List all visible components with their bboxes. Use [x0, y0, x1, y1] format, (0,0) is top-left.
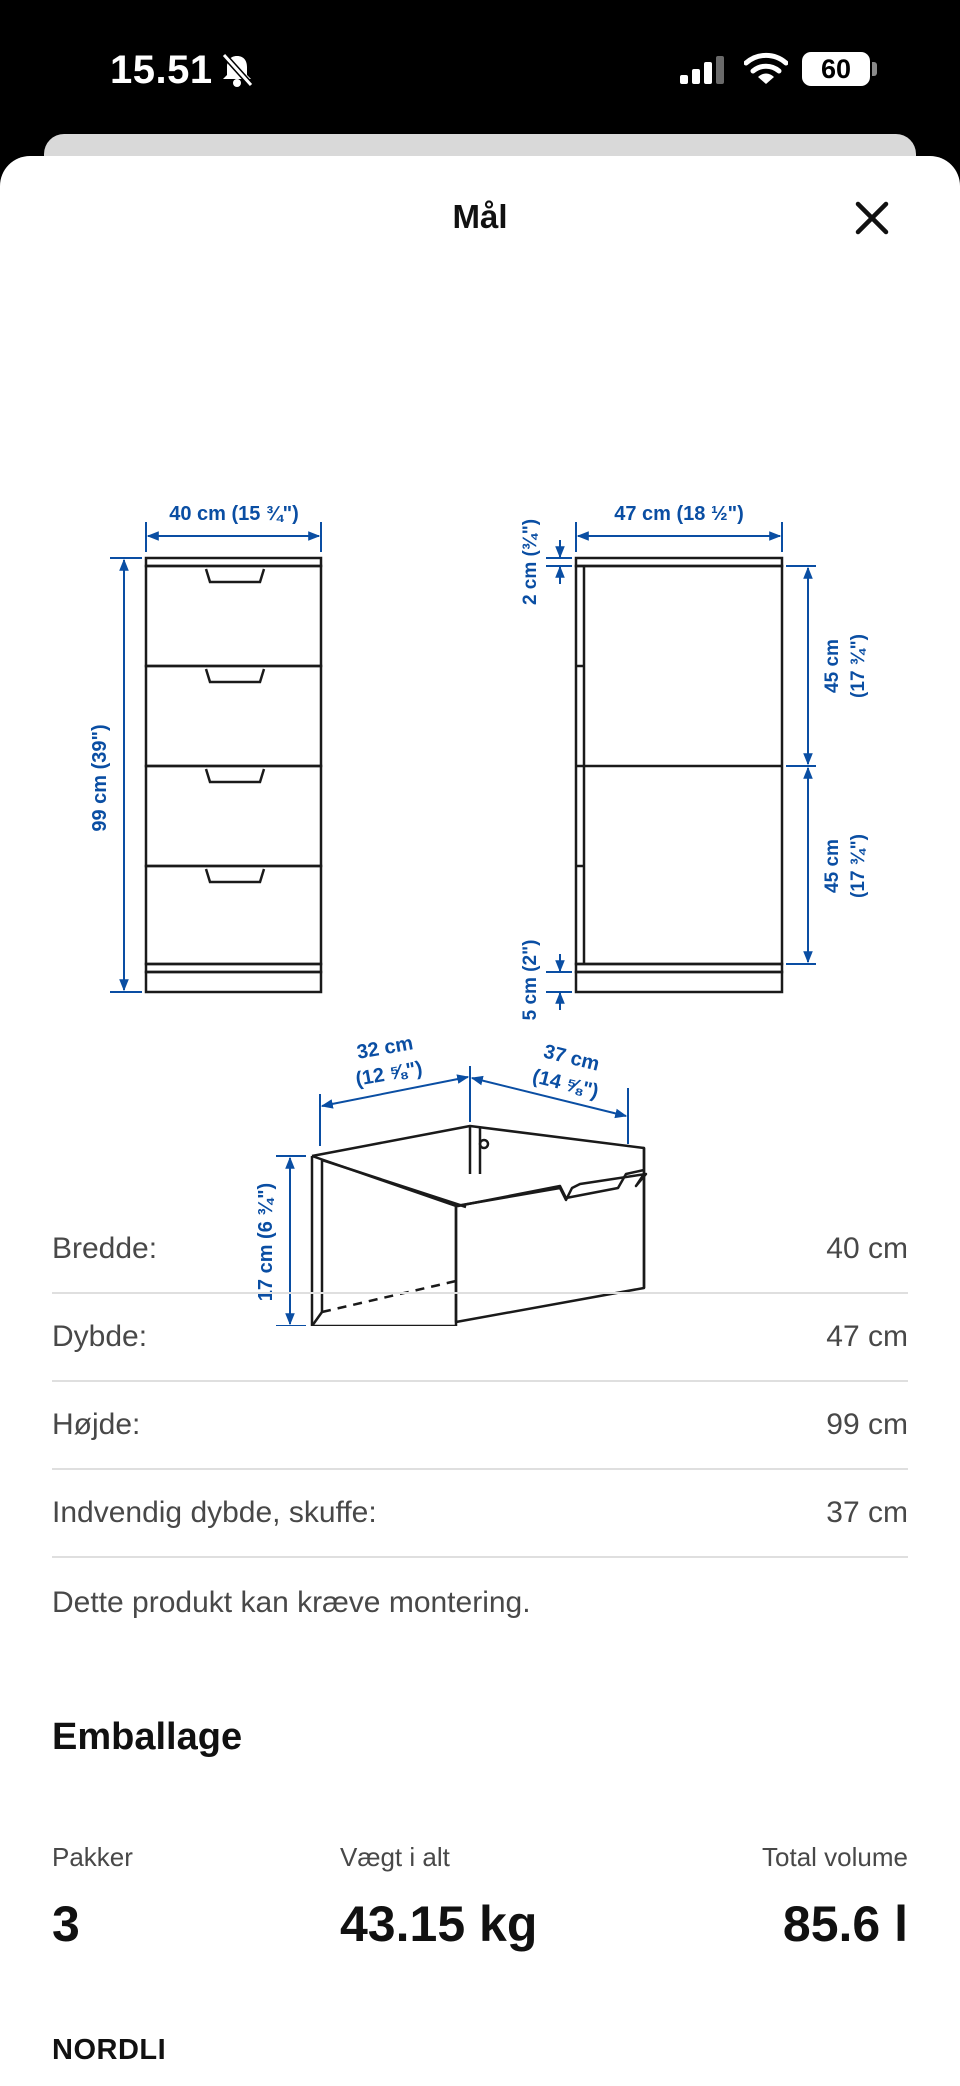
- dimension-row: [52, 1470, 908, 1558]
- side-lower-label-b: (17 ¾"): [848, 834, 869, 898]
- weight-value: 43.15 kg: [340, 1896, 538, 1952]
- front-width-dimension: [146, 522, 321, 552]
- volume-label: Total volume: [762, 1842, 908, 1872]
- side-bottom-label: 5 cm (2"): [520, 939, 541, 1021]
- battery-level: 60: [820, 54, 852, 84]
- dimensions-table: [52, 1206, 908, 1558]
- weight-stat: [340, 1842, 537, 1953]
- dimension-label: Bredde:: [52, 1232, 158, 1265]
- front-height-dimension: [110, 558, 142, 992]
- packages-label: Pakker: [52, 1842, 133, 1872]
- close-icon[interactable]: [848, 194, 896, 242]
- product-name: NORDLI: [52, 2034, 167, 2066]
- dimension-value: 47 cm: [826, 1320, 908, 1353]
- drawer-width-label-b: (12 ⅝"): [353, 1057, 425, 1091]
- weight-label: Vægt i alt: [340, 1842, 450, 1872]
- side-top-dimension: [546, 540, 572, 584]
- drawer-width-label-a: 32 cm: [355, 1032, 415, 1064]
- dimension-value: 37 cm: [826, 1496, 908, 1529]
- status-time: 15.51: [110, 48, 213, 92]
- wifi-icon: [744, 52, 788, 86]
- dimension-label: Dybde:: [52, 1320, 148, 1353]
- front-height-label: 99 cm (39"): [89, 724, 111, 832]
- packages-value: 3: [52, 1896, 80, 1952]
- assembly-note: Dette produkt kan kræve montering.: [52, 1586, 531, 1619]
- status-bar: [0, 0, 960, 140]
- side-top-label: 2 cm (¾"): [520, 518, 541, 606]
- side-bottom-dimension: [546, 954, 572, 1010]
- side-view: [576, 558, 782, 992]
- drawer-depth-label-a: 37 cm: [541, 1040, 602, 1076]
- battery-nub: [872, 62, 877, 76]
- side-section-dimensions: [786, 566, 816, 964]
- volume-value: 85.6 l: [782, 1896, 908, 1952]
- sheet-title: Mål: [452, 198, 508, 235]
- bell-slash-icon: [220, 52, 254, 88]
- battery-icon: [802, 52, 870, 86]
- dimension-drawing: [0, 326, 960, 1326]
- packages-stat: [52, 1842, 133, 1953]
- side-upper-label-a: 45 cm: [822, 639, 843, 693]
- dimension-label: Højde:: [52, 1408, 141, 1441]
- dimension-row: [52, 1382, 908, 1470]
- dimension-row: [52, 1294, 908, 1382]
- volume-stat: [762, 1842, 908, 1953]
- dimension-row: [52, 1206, 908, 1294]
- dimensions-sheet: [0, 156, 960, 2086]
- side-upper-label-b: (17 ¾"): [848, 634, 869, 698]
- dimension-value: 99 cm: [826, 1408, 908, 1441]
- side-depth-dimension: [576, 522, 782, 552]
- drawer-depth-label-b: (14 ⅝"): [530, 1065, 601, 1103]
- drawer-height-label: 17 cm (6 ¾"): [255, 1182, 277, 1302]
- dimension-label: Indvendig dybde, skuffe:: [52, 1496, 377, 1529]
- front-view: [146, 558, 321, 992]
- side-depth-label: 47 cm (18 ½"): [614, 503, 744, 525]
- dimension-value: 40 cm: [826, 1232, 908, 1265]
- packaging-heading: Emballage: [52, 1716, 243, 1758]
- side-lower-label-a: 45 cm: [822, 839, 843, 893]
- cellular-signal-icon: [680, 56, 728, 84]
- front-width-label: 40 cm (15 ¾"): [169, 503, 299, 525]
